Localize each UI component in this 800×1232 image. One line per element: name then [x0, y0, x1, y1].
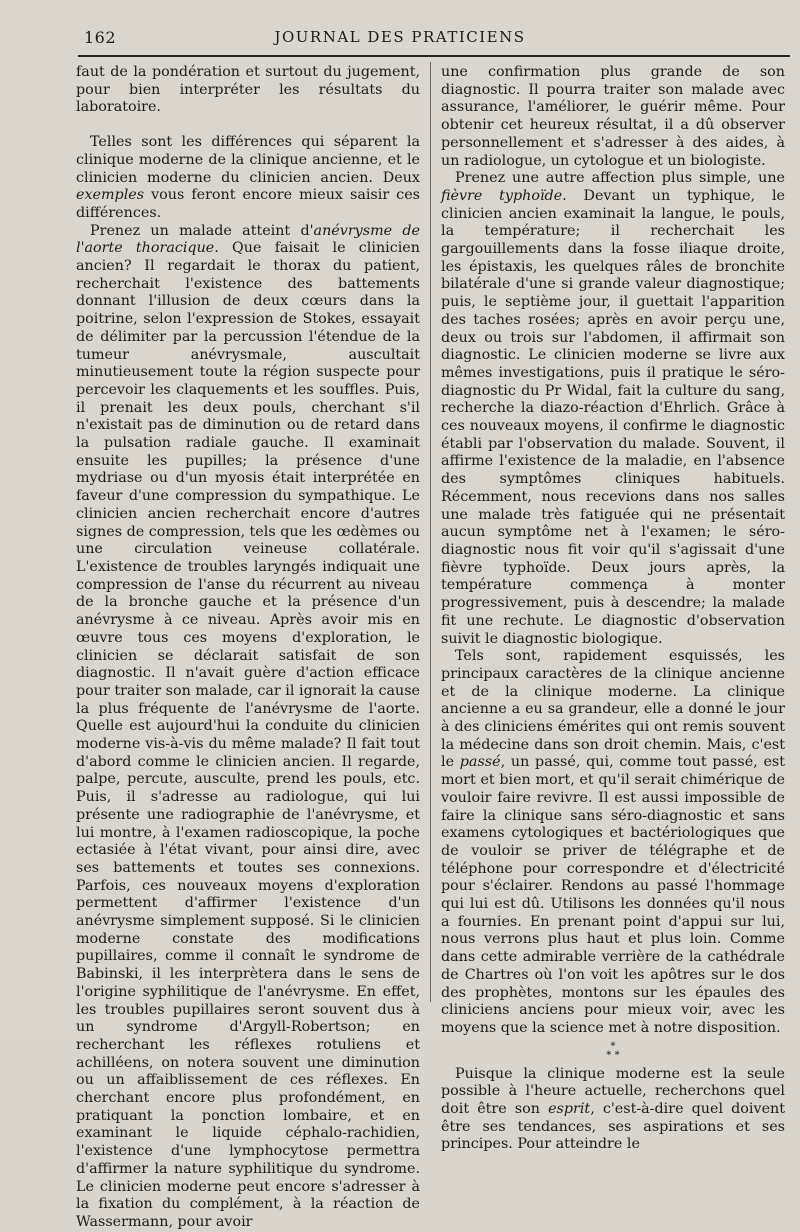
section-separator-asterism: * * *: [606, 1040, 620, 1061]
paragraph: faut de la pondération et surtout du jugement, pour bien interpréter les résultats du laboratoire.: [76, 64, 420, 116]
right-column: [441, 64, 785, 1154]
paragraph: Tels sont, rapidement esquissés, les principaux caractères de la clinique ancienne et de la clinique moderne. La clinique ancienne a eu sa grandeur, elle a donné le jour à des cliniciens émérites qui ont remis souvent la médecine dans son droit chemin. Mais, c'est le passé, un passé, qui, comme tout passé, est mort et bien mort, et qu'il serait chimérique de vouloir faire revivre. Il est aussi impossible de faire la clinique sans séro-diagnostic et sans examens cytologiques et bactériologiques que de vouloir se priver de télégraphe et de téléphone pour correspondre et d'électricité pour s'éclairer. Rendons au passé l'hommage qui lui est dû. Utilisons les données qu'il nous a fournies. En prenant point d'appui sur lui, nous verrons plus haut et plus loin. Comme dans cette admirable verrière de la cathédrale de Chartres où l'on voit les apôtres sur le dos des prophètes, montons sur les épaules des cliniciens anciens pour mieux voir, avec les moyens que la science met à notre disposition.: [441, 648, 785, 1036]
header-rule: [78, 55, 790, 57]
paragraph: Puisque la clinique moderne est la seule possible à l'heure actuelle, recherchons quel doit être son esprit, c'est-à-dire quel doivent être ses tendances, ses aspirations et ses principes. Pour atteindre le: [441, 1065, 785, 1153]
paragraph: Prenez une autre affection plus simple, une fièvre typhoïde. Devant un typhique, le clinicien ancien examinait la langue, le pouls, la température; il recherchait les gargouillements dans la fosse iliaque droite, les épistaxis, les quelques râles de bronchite bilatérale d'une si grande valeur diagnostique; puis, le septième jour, il guettait l'apparition des taches rosées; après en avoir perçu une, deux ou trois sur l'abdomen, il affirmait son diagnostic. Le clinicien moderne se livre aux mêmes investigations, puis il pratique le séro-diagnostic du Pr Widal, fait la culture du sang, recherche la diazo-réaction d'Ehrlich. Grâce à ces nouveaux moyens, il confirme le diagnostic établi par l'observation du malade. Souvent, il affirme l'existence de la maladie, en l'absence des symptômes cliniques habituels. Récemment, nous recevions dans nos salles une malade très fatiguée qui ne présentait aucun symptôme net à l'examen; le séro-diagnostic nous fit voir qu'il s'agissait d'une fièvre typhoïde. Deux jours après, la température commença à monter progressivement, puis à descendre; la malade fit une rechute. Le diagnostic d'observation suivit le diagnostic biologique.: [441, 170, 785, 647]
column-divider: [430, 62, 431, 1002]
left-column: [76, 64, 420, 1232]
page-number: 162: [84, 28, 117, 47]
page-header: [0, 26, 800, 52]
paragraph: Prenez un malade atteint d'anévrysme de l'aorte thoracique. Que faisait le clinicien ancien? Il regardait le thorax du patient, recherchait l'existence des battements donnant l'illusion de deux cœurs dans la poitrine, selon l'expression de Stokes, essayait de délimiter par la percussion l'étendue de la tumeur anévrysmale, auscultait minutieusement toute la région suspecte pour percevoir les claquements et les souffles. Puis, il prenait les deux pouls, cherchant s'il n'existait pas de diminution ou de retard dans la pulsation radiale gauche. Il examinait ensuite les pupilles; la présence d'une mydriase ou d'un myosis était interprétée en faveur d'une compression du sympathique. Le clinicien ancien recherchait encore d'autres signes de compression, tels que les œdèmes ou une circulation veineuse collatérale. L'existence de troubles laryngés indiquait une compression de l'anse du récurrent au niveau de la bronche gauche et la présence d'un anévrysme à ce niveau. Après avoir mis en œuvre tous ces moyens d'exploration, le clinicien se déclarait satisfait de son diagnostic. Il n'avait guère d'action efficace pour traiter son malade, car il ignorait la cause la plus fréquente de l'anévrysme de l'aorte. Quelle est aujourd'hui la conduite du clinicien moderne vis-à-vis du même malade? Il fait tout d'abord comme le clinicien ancien. Il regarde, palpe, percute, ausculte, prend les pouls, etc. Puis, il s'adresse au radiologue, qui lui présente une radiographie de l'anévrysme, et lui montre, à l'examen radioscopique, la poche ectasiée à l'état vivant, pour ainsi dire, avec ses battements et toutes ses connexions. Parfois, ces nouveaux moyens d'exploration permettent d'affirmer l'existence d'un anévrysme simplement supposé. Si le clinicien moderne constate des modifications pupillaires, comme il connaît le syndrome de Babinski, il les interprètera dans le sens de l'origine syphilitique de l'anévrysme. En effet, les troubles pupillaires seront souvent dus à un syndrome d'Argyll-Robertson; en recherchant les réflexes rotuliens et achilléens, on notera souvent une diminution ou un affaiblissement de ces réflexes. En cherchant encore plus profondément, en pratiquant la ponction lombaire, et en examinant le liquide céphalo-rachidien, l'existence d'une lymphocytose permettra d'affirmer la nature syphilitique du syndrome. Le clinicien moderne peut encore s'adresser à la fixation du complément, à la réaction de Wassermann, pour avoir: [76, 222, 420, 1230]
journal-title: JOURNAL DES PRATICIENS: [274, 28, 526, 46]
paragraph: une confirmation plus grande de son diagnostic. Il pourra traiter son malade avec assurance, l'améliorer, le guérir même. Pour obtenir cet heureux résultat, il a dû observer personnellement et s'adresser à des aides, à un radiologue, un cytologue et un biologiste.: [441, 64, 785, 169]
paragraph: Telles sont les différences qui séparent la clinique moderne de la clinique ancienne, et le clinicien moderne du clinicien ancien. Deux exemples vous feront encore mieux saisir ces différences.: [76, 134, 420, 221]
